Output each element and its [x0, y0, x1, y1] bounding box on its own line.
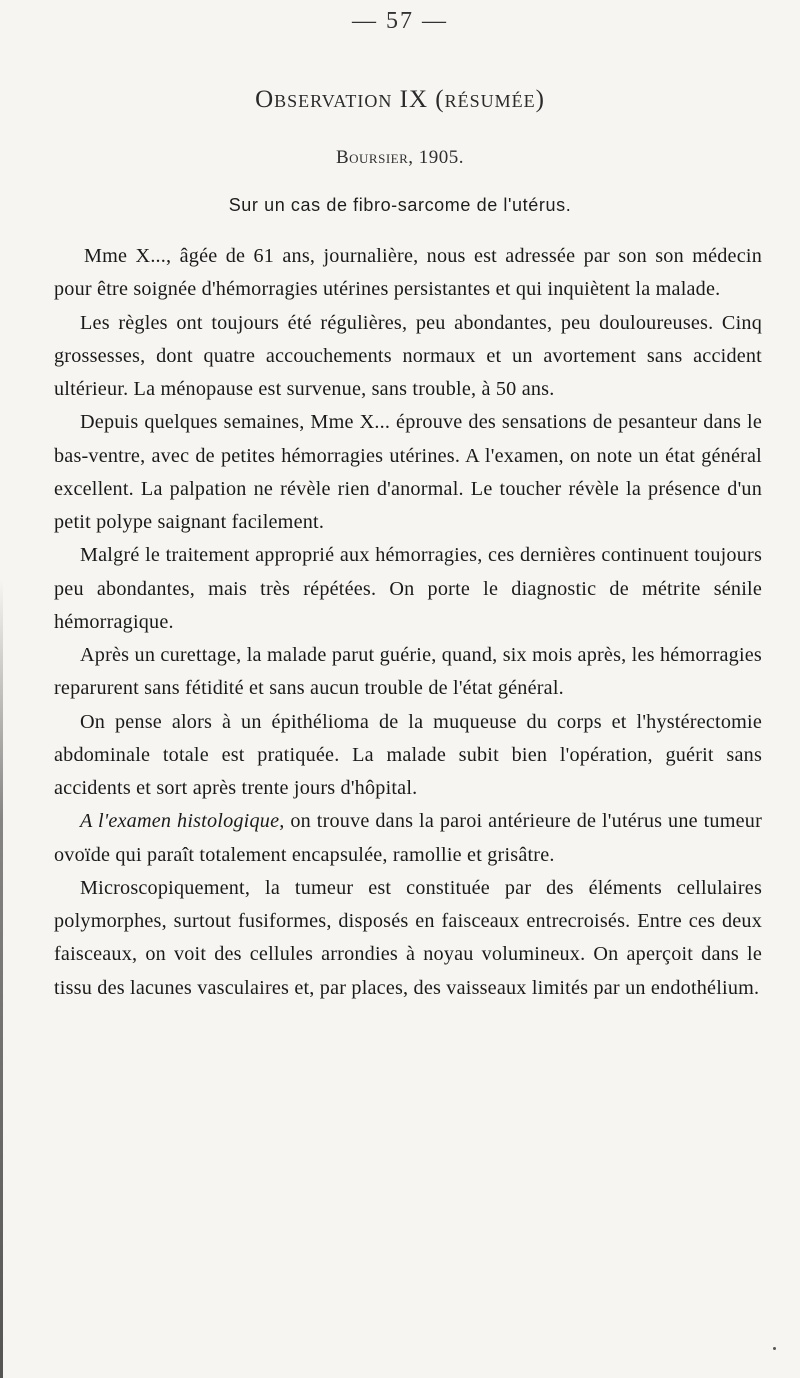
paragraph-3: Depuis quelques semaines, Mme X... éprouve des sensations de pesanteur dans le bas-ventre, avec de petites hémorragies utérines. A l'examen, on note un état général excellent. La palpation ne révèle rien d'anormal. Le toucher révèle la présence d'un petit polype saignant facilement. [54, 411, 762, 533]
paragraph-4: Malgré le traitement approprié aux hémorragies, ces dernières continuent toujours peu abondantes, mais très répétées. On porte le diagnostic de métrite sénile hémorragique. [54, 544, 762, 633]
case-subtitle: Sur un cas de fibro-sarcome de l'utérus. [228, 195, 572, 215]
paragraph-8: Microscopiquement, la tumeur est constituée par des éléments cellulaires polymorphes, surtout fusiformes, disposés en faisceaux entrecroisés. Entre ces deux faisceaux, on voit des cellules arrondies à noyau volumineux. On aperçoit dans le tissu des lacunes vasculaires et, par places, des vaisseaux limités par un endothélium. [54, 876, 762, 999]
page-number: — 57 — [352, 8, 448, 34]
paragraph-1: Mme X..., âgée de 61 ans, journalière, nous est adressée par son son médecin pour être soignée d'hémorragies utérines persistantes et qui inquiètent la malade. [54, 245, 762, 301]
scan-speck [773, 1347, 776, 1350]
paragraph-7 [54, 805, 762, 872]
paragraph-6: On pense alors à un épithélioma de la muqueuse du corps et l'hystérectomie abdominale totale est pratiquée. La malade subit bien l'opération, guérit sans accidents et sort après trente jours d'hôpital. [54, 710, 762, 799]
paragraph-7-text: on trouve dans la paroi antérieure de l'utérus une tumeur ovoïde qui paraît totalement encapsulée, ramollie et grisâtre. [54, 810, 762, 866]
observation-heading: Observation IX (résumée) [255, 86, 545, 113]
body-text [54, 240, 762, 1005]
author-line: Boursier, 1905. [335, 147, 465, 168]
histology-italic-phrase: A l'examen histologique, [80, 810, 285, 833]
paragraph-2: Les règles ont toujours été régulières, peu abondantes, peu douloureuses. Cinq grossesses, dont quatre accouchements normaux et un avortement sans accident ultérieur. La ménopause est survenue, sans trouble, à 50 ans. [54, 311, 762, 400]
paragraph-5: Après un curettage, la malade parut guérie, quand, six mois après, les hémorragies reparurent sans fétidité et sans aucun trouble de l'état général. [54, 644, 762, 700]
scan-edge-shadow [0, 580, 3, 1378]
